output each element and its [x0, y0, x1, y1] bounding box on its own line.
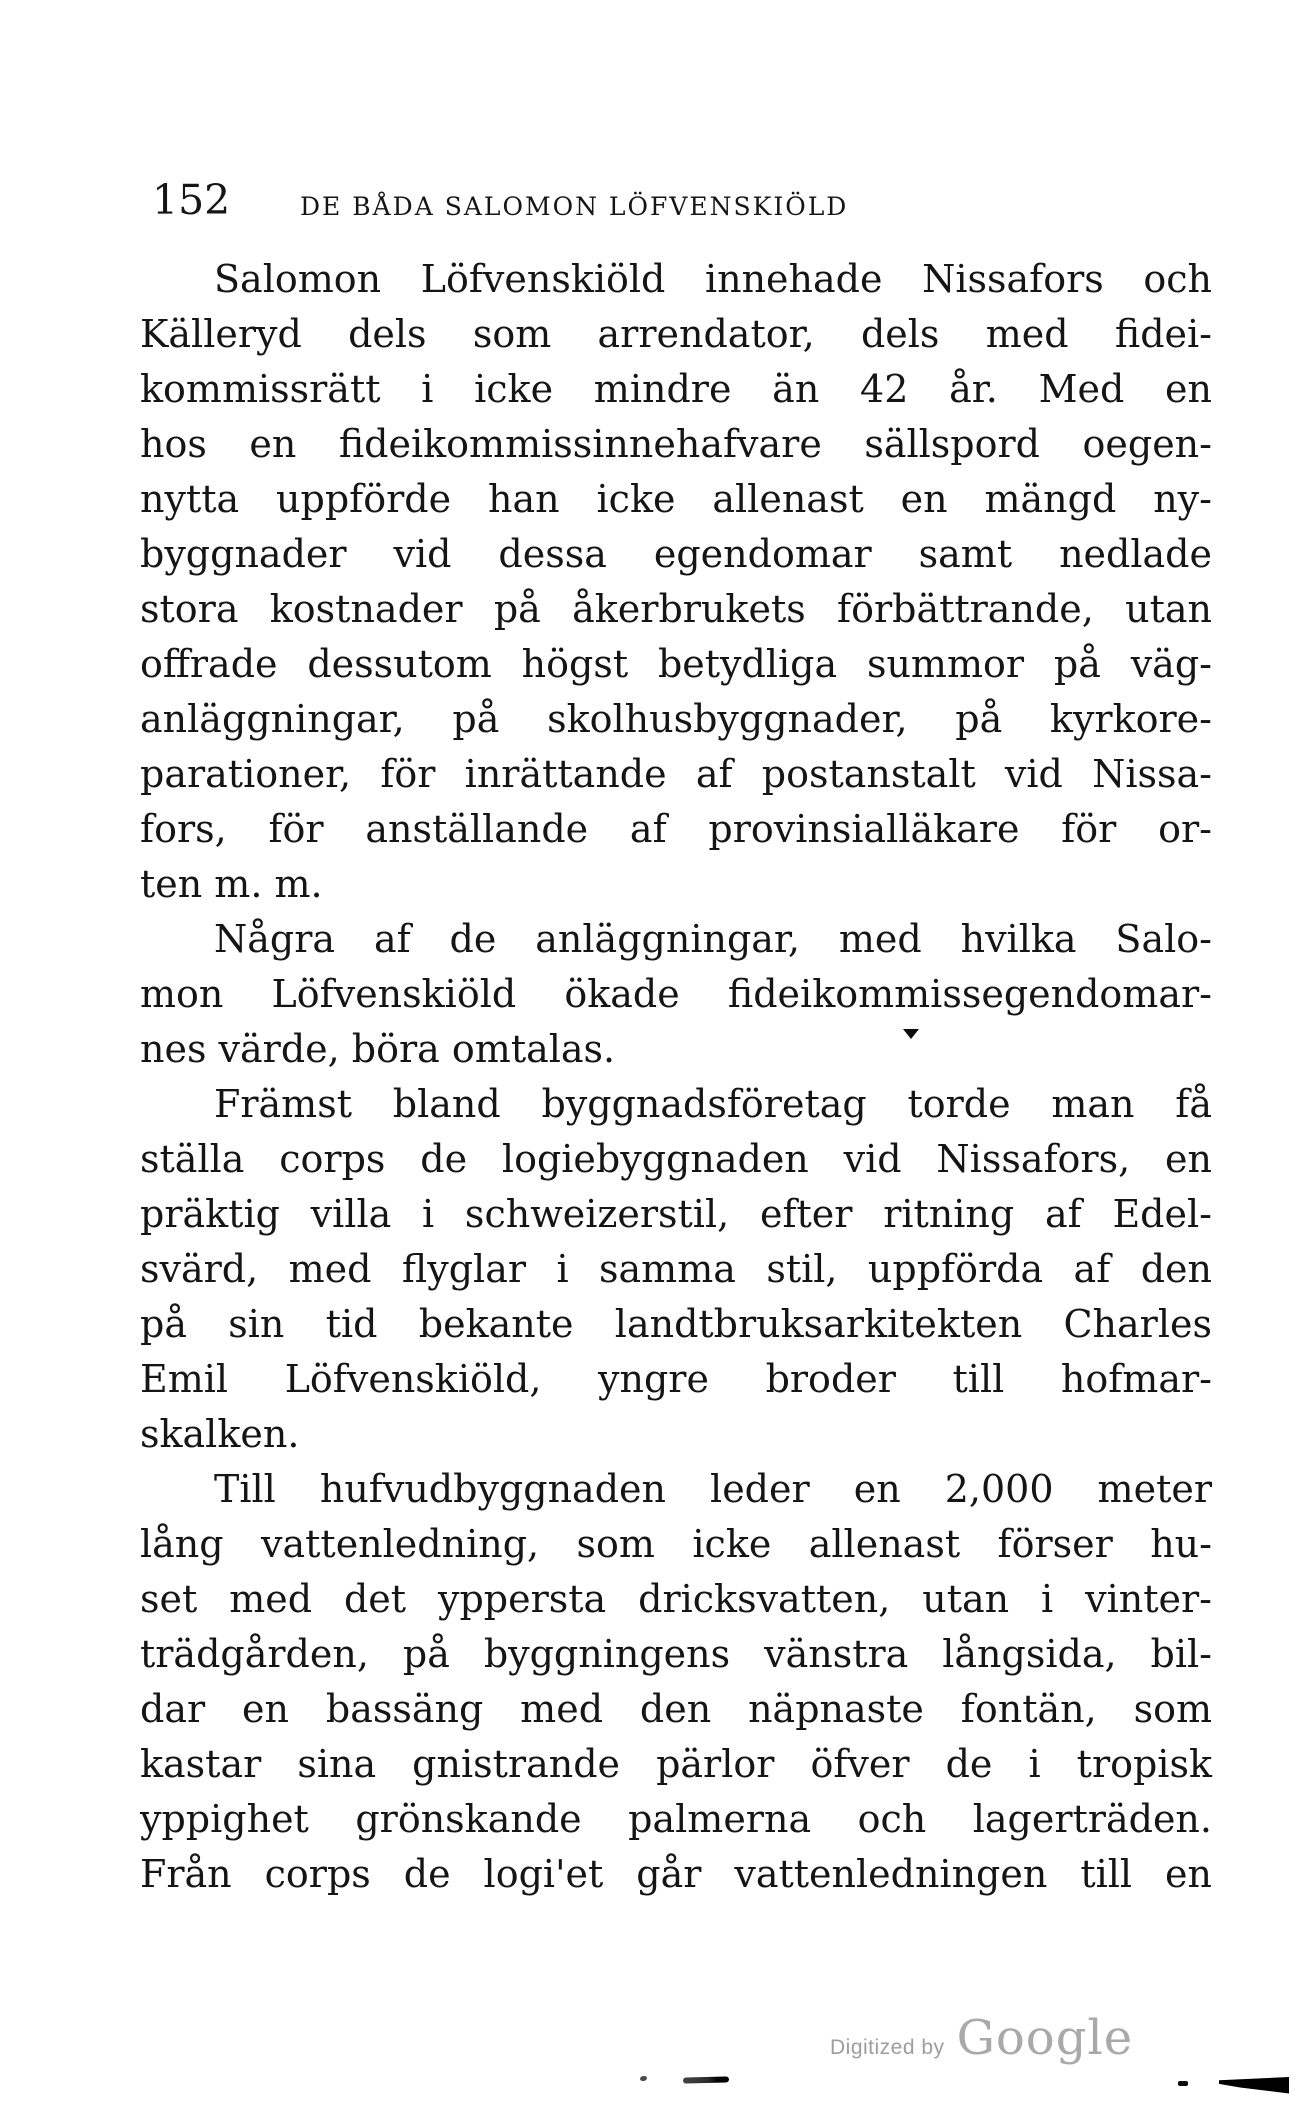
text-line: nes värde, böra omtalas. [140, 1027, 616, 1071]
text-line: svärd, med flyglar i samma stil, uppförda af den [140, 1247, 1212, 1291]
running-header-title: DE BÅDA SALOMON LÖFVENSKIÖLD [300, 192, 849, 221]
text-line: trädgården, på byggningens vänstra långsida, bil- [140, 1632, 1212, 1676]
text-line: på sin tid bekante landtbruksarkitekten Charles [140, 1302, 1212, 1346]
digitized-by-label: Digitized by [830, 2036, 945, 2059]
text-line: lång vattenledning, som icke allenast förser hu- [140, 1522, 1212, 1566]
text-line: fors, för anställande af provinsialläkare för or- [140, 807, 1212, 851]
ink-speck-dash-right [1178, 2081, 1188, 2086]
page-number: 152 [152, 176, 231, 224]
text-line: yppighet grönskande palmerna och lagerträden. [140, 1797, 1212, 1841]
text-line: Några af de anläggningar, med hvilka Salo- [214, 917, 1212, 961]
ink-speck-dash-left [683, 2076, 729, 2083]
text-line: set med det yppersta dricksvatten, utan i vinter- [140, 1577, 1212, 1621]
text-line: mon Löfvenskiöld ökade fideikommissegendomar- [140, 972, 1212, 1016]
text-line: Salomon Löfvenskiöld innehade Nissafors och [214, 257, 1212, 301]
text-line: Emil Löfvenskiöld, yngre broder till hofmar- [140, 1357, 1212, 1401]
text-line: Från corps de logi'et går vattenledningen till en [140, 1852, 1212, 1896]
text-line: anläggningar, på skolhusbyggnader, på kyrkore- [140, 697, 1212, 741]
text-line: hos en fideikommissinnehafvare sällspord oegen- [140, 422, 1212, 466]
body-text [140, 252, 1212, 1902]
text-line: Källeryd dels som arrendator, dels med fidei- [140, 312, 1212, 356]
text-line: nytta uppförde han icke allenast en mängd ny- [140, 477, 1212, 521]
ink-speck-wedge [1219, 2077, 1289, 2095]
footer-watermark [830, 2010, 1133, 2066]
ink-speck-caret [903, 1029, 919, 1039]
text-line: dar en bassäng med den näpnaste fontän, som [140, 1687, 1212, 1731]
text-line: parationer, för inrättande af postanstalt vid Nissa- [140, 752, 1212, 796]
text-line: byggnader vid dessa egendomar samt nedlade [140, 532, 1212, 576]
text-line: skalken. [140, 1412, 300, 1456]
text-line: präktig villa i schweizerstil, efter ritning af Edel- [140, 1192, 1212, 1236]
text-line: ställa corps de logiebyggnaden vid Nissafors, en [140, 1137, 1212, 1181]
text-line: Till hufvudbyggnaden leder en 2,000 meter [214, 1467, 1212, 1511]
google-logo: Google [956, 2010, 1134, 2066]
ink-speck-dot [640, 2075, 648, 2081]
text-line: kastar sina gnistrande pärlor öfver de i tropisk [140, 1742, 1212, 1786]
text-line: kommissrätt i icke mindre än 42 år. Med en [140, 367, 1212, 411]
text-line: offrade dessutom högst betydliga summor på väg- [140, 642, 1212, 686]
text-line: ten m. m. [140, 862, 323, 906]
text-line: Främst bland byggnadsföretag torde man få [214, 1082, 1212, 1126]
text-line: stora kostnader på åkerbrukets förbättrande, utan [140, 587, 1212, 631]
